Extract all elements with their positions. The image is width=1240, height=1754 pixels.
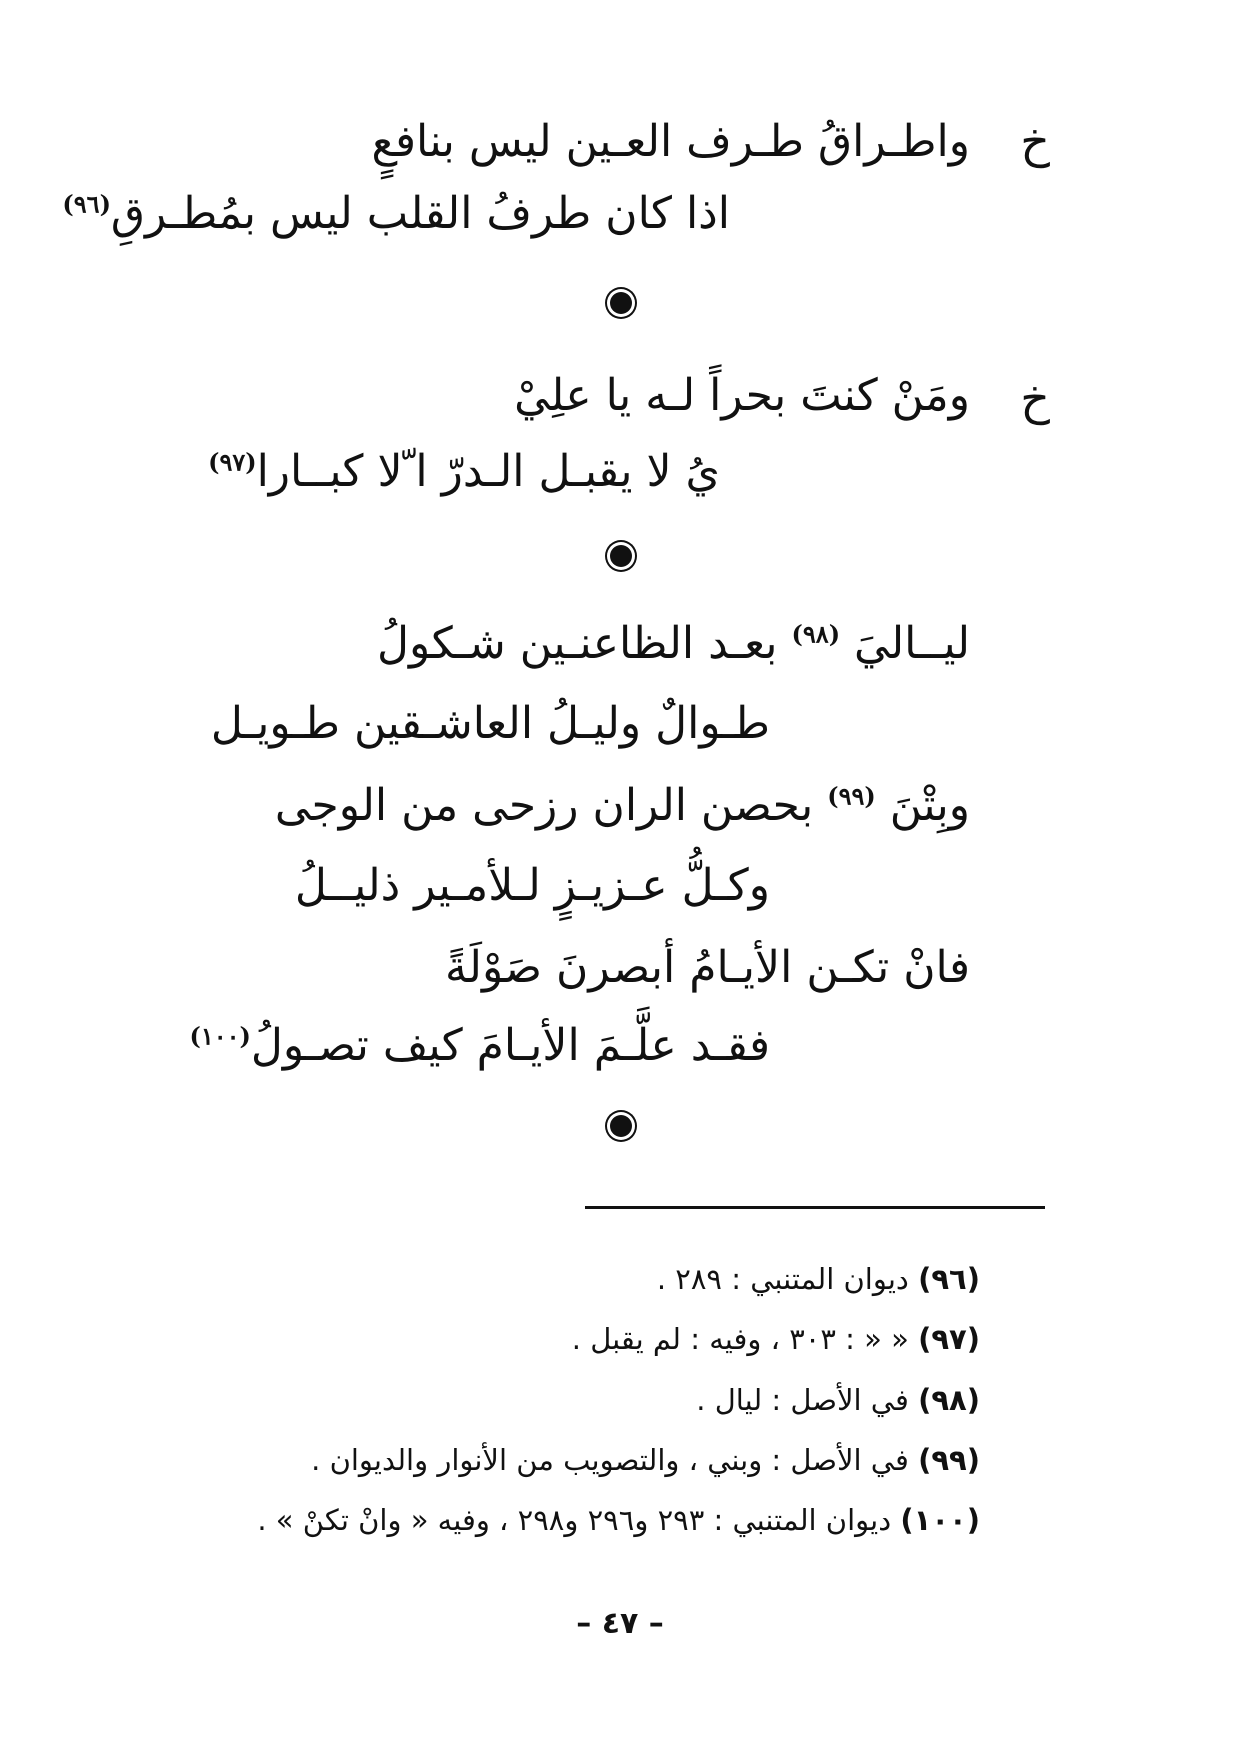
footnote-97-number: (٩٧) [918,1322,980,1356]
stanza-marker-2: خ [1020,371,1050,425]
verse-2-line-2 [208,448,720,496]
footnote-ref-98: (٩٨) [791,619,841,649]
verse-3-line-1 [377,620,970,668]
verse-3-line-1-a: ليــاليَ [854,618,970,669]
verse-1-line-2-text: اذا كان طرفُ القلب ليس بمُطـرقِ [110,188,730,239]
section-divider-bullet-3 [610,1115,632,1137]
verse-1-line-1: واطـراقُ طـرف العـين ليس بنافعٍ [371,116,970,167]
verse-3-line-3 [275,782,970,830]
footnote-98 [696,1383,980,1418]
footnote-ref-97: (٩٧) [208,447,257,477]
verse-3-line-6 [190,1022,770,1070]
footnote-99 [311,1443,980,1478]
section-divider-bullet-1 [610,292,632,314]
verse-3-line-6-text: فقـد علَّـمَ الأيـامَ كيف تصـولُ [250,1020,770,1071]
footnote-96-text: ديوان المتنبي : ٢٨٩ . [656,1262,909,1296]
footnote-99-number: (٩٩) [918,1443,980,1477]
verse-3-line-2: طـوالٌ وليـلُ العاشـقين طـويـل [210,698,770,749]
verse-3-line-3-b: بحصن الران رزحى من الوجى [274,780,814,831]
footnote-97 [572,1322,980,1357]
footnote-separator-rule [585,1206,1045,1209]
footnote-ref-99: (٩٩) [827,781,876,811]
verse-3-line-1-b: بعـد الظاعنـين شـكولُ [377,618,778,669]
footnote-97-text: « « : ٣٠٣ ، وفيه : لم يقبل . [571,1322,909,1356]
footnote-99-text: في الأصل : وبني ، والتصويب من الأنوار والديوان . [311,1443,909,1477]
footnote-98-text: في الأصل : ليال . [696,1383,909,1417]
verse-3-line-3-a: وبِتْنَ [889,780,970,831]
footnote-100 [257,1503,980,1538]
section-divider-bullet-2 [610,545,632,567]
footnote-ref-96: (٩٦) [62,189,111,219]
page-number: – ٤٧ – [576,1606,664,1641]
verse-3-line-4: وكـلُّ عـزيـزٍ لـلأمـير ذليــلُ [294,860,770,911]
verse-2-line-1: ومَنْ كنتَ بحراً لـه يا علِيْ [514,370,970,421]
footnote-100-number: (١٠٠) [900,1503,980,1537]
footnote-ref-100: (١٠٠) [189,1021,251,1051]
verse-3-line-5: فانْ تكـن الأيـامُ أبصرنَ صَوْلَةً [444,942,970,993]
footnote-98-number: (٩٨) [918,1383,980,1417]
verse-2-line-2-text: يُ لا يقبـل الـدرّ ا ّلا كبــارا [256,446,720,497]
footnote-96 [657,1262,980,1297]
footnote-96-number: (٩٦) [918,1262,980,1296]
stanza-marker-1: خ [1020,114,1050,168]
footnote-100-text: ديوان المتنبي : ٢٩٣ و٢٩٦ و٢٩٨ ، وفيه « وانْ تكنْ » . [257,1503,892,1537]
verse-1-line-2 [62,190,730,238]
